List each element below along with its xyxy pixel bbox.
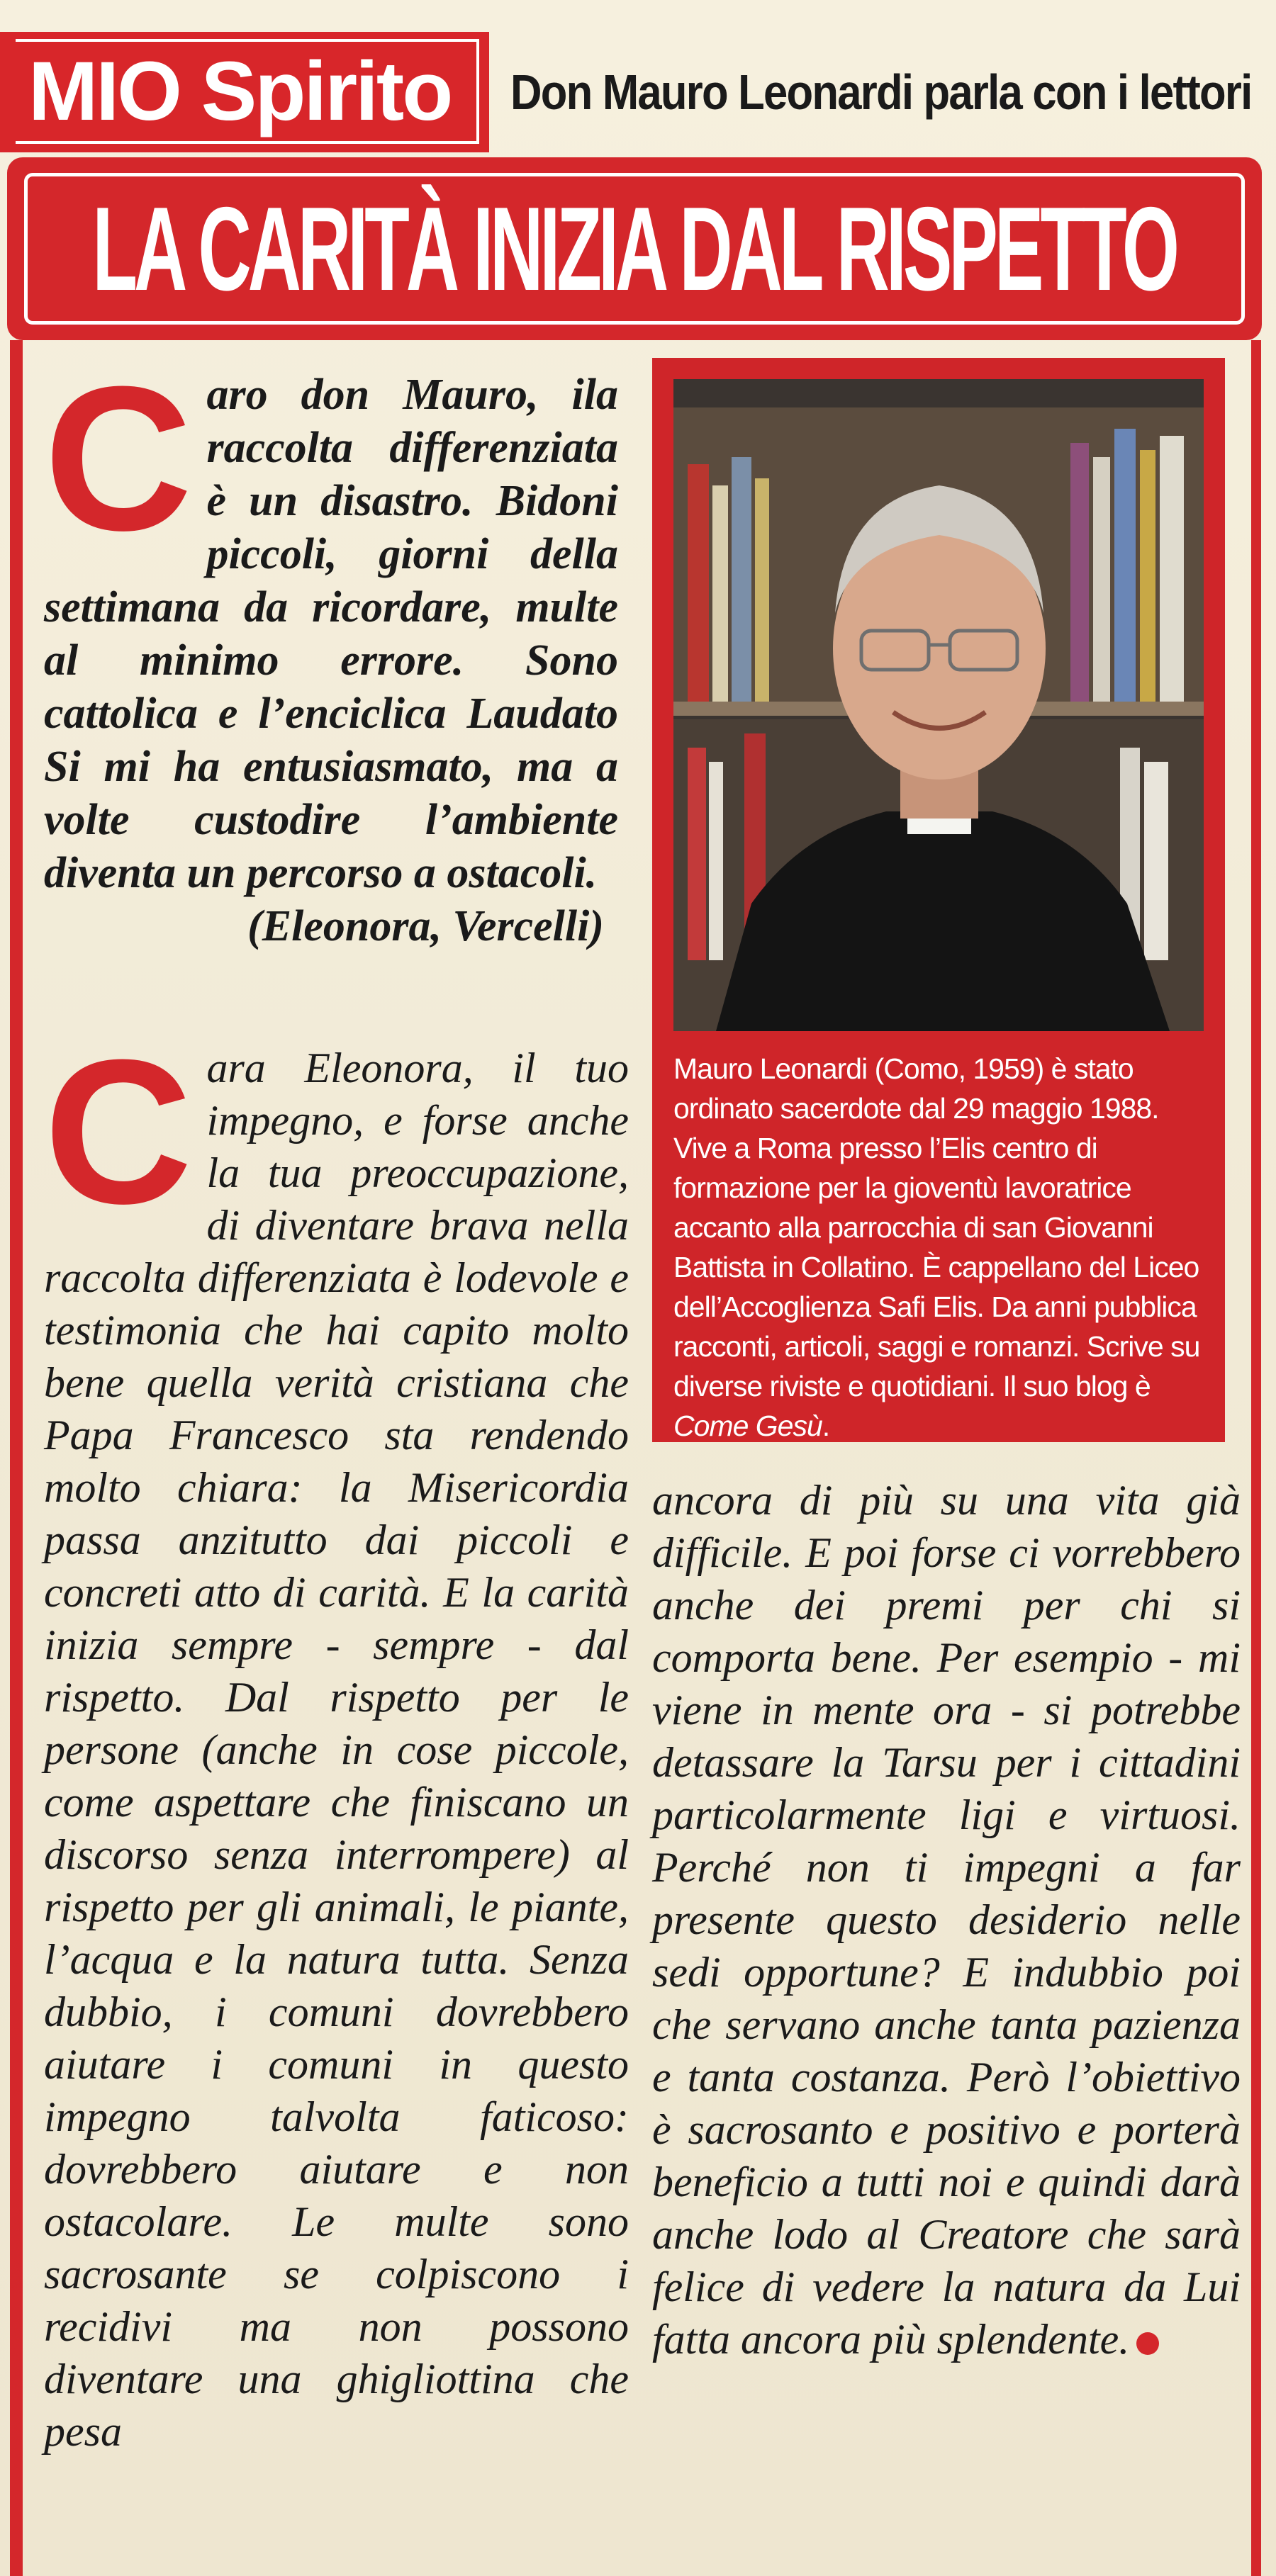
letter-text: aro don Mauro, ila raccolta differenziata è un disastro. Bidoni piccoli, giorni della settimana da ricordare, multe al minimo errore. Sono cattolica e l’enciclica Laudato Si mi ha entusiasmato, ma a volte custodire l’ambiente diventa un percorso a ostacoli. bbox=[44, 371, 618, 897]
section-brand bbox=[0, 32, 489, 152]
article-border-right bbox=[1251, 340, 1261, 2576]
letter-signature: (Eleonora, Vercelli) bbox=[247, 902, 604, 950]
reply-column-1 bbox=[44, 1017, 629, 2458]
reader-letter bbox=[44, 344, 618, 953]
caption-end: . bbox=[822, 1410, 830, 1442]
section-brand-label: MIO Spirito bbox=[16, 39, 479, 144]
section-tagline: Don Mauro Leonardi parla con i lettori bbox=[510, 64, 1252, 120]
author-photo bbox=[673, 379, 1204, 1031]
caption-text: Mauro Leonardi (Como, 1959) è stato ordinato sacerdote dal 29 maggio 1988. Vive a Roma presso l’Elis centro di formazione per la gioventù lavoratrice accanto alla parrocchia di san Giovanni Battista in Collatino. È cappellano del Liceo dell’Accoglienza Safi Elis. Da anni pubblica racconti, articoli, saggi e romanzi. Scrive su diverse riviste e quotidiani. Il suo blog è bbox=[673, 1052, 1200, 1402]
title-frame bbox=[24, 173, 1245, 325]
author-photo-box bbox=[652, 358, 1225, 1442]
end-mark-icon bbox=[1136, 2332, 1159, 2355]
page-title: LA CARITÀ INIZIA DAL RISPETTO bbox=[92, 181, 1177, 315]
portrait-image bbox=[673, 379, 1204, 1031]
reply-text-2: ancora di più su una vita già difficile. E poi forse ci vorrebbero anche dei premi per chi si comporta bene. Per esempio - mi viene in mente ora - si potrebbe detassare la Tarsu per i cittadini particolarmente ligi e virtuosi. Perché non ti impegni a far presente questo desiderio nelle sedi opportune? E indubbio poi che servano anche tanta pazienza e tanta costanza. Però l’obiettivo è sacrosanto e positivo e porterà beneficio a tutti noi e quindi darà anche lodo al Creatore che sarà felice di vedere la natura da Lui fatta ancora più splendente. bbox=[652, 1477, 1241, 2363]
title-banner bbox=[7, 157, 1262, 340]
letter-dropcap: C bbox=[44, 344, 193, 573]
article-border-left bbox=[10, 340, 23, 2576]
reply-dropcap: C bbox=[44, 1017, 193, 1247]
reply-column-2 bbox=[652, 1474, 1241, 2366]
author-caption bbox=[673, 1049, 1204, 1446]
blog-name: Come Gesù bbox=[673, 1410, 822, 1442]
reply-text-1: ara Eleonora, il tuo impegno, e forse anche la tua preoccupazione, di diventare brava nella raccolta differenziata è lodevole e testimonia che hai capito molto bene quella verità cristiana che Papa Francesco sta rendendo molto chiara: la Misericordia passa anzitutto dai piccoli e concreti atto di carità. E la carità inizia sempre - sempre - dal rispetto. Dal rispetto per le persone (anche in cose piccole, come aspettare che finiscano un discorso senza interrompere) al rispetto per gli animali, le piante, l’acqua e la natura tutta. Senza dubbio, i comuni dovrebbero aiutare i comuni in questo impegno talvolta faticoso: dovrebbero aiutare e non ostacolare. Le multe sono sacrosante se colpiscono i recidivi ma non possono diventare una ghigliottina che pesa bbox=[44, 1045, 629, 2455]
